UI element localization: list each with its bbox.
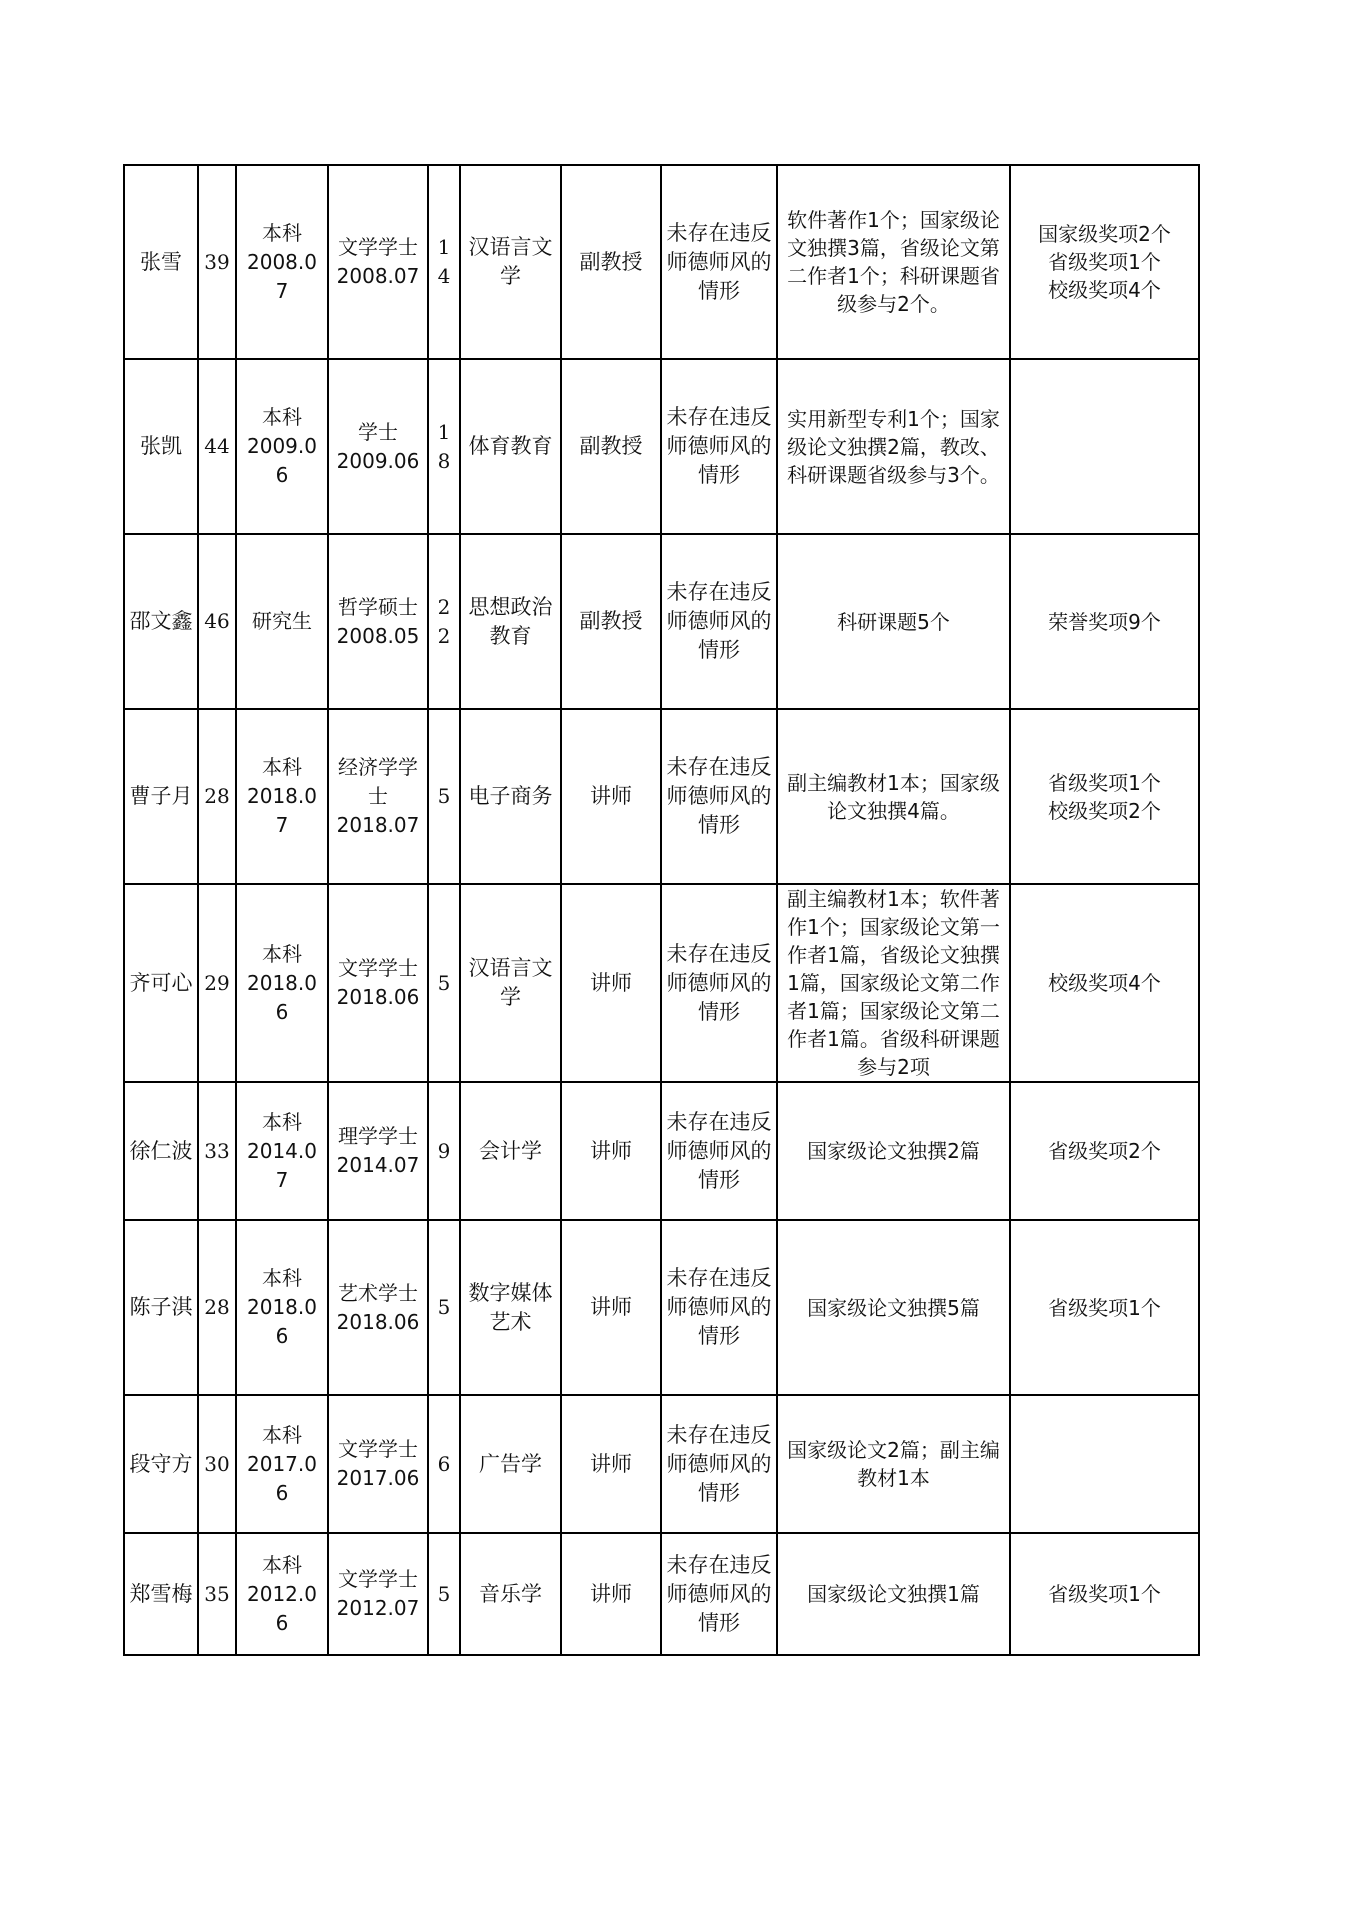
major-name: 广告学 (479, 1451, 542, 1476)
award-item: 省级奖项1个 (1048, 1295, 1161, 1320)
staff-table-body (124, 165, 1199, 1655)
achievements-cell (777, 1533, 1010, 1655)
table-row (124, 1220, 1199, 1395)
teaching-years: 5 (437, 970, 451, 995)
achievements-cell (777, 165, 1010, 359)
education-cell (236, 534, 328, 709)
teacher-name: 段守方 (129, 1451, 193, 1476)
teacher-name: 徐仁波 (129, 1138, 193, 1163)
education-level: 本科 (262, 1422, 302, 1447)
education-level: 本科 (262, 941, 302, 966)
professional-title: 讲师 (590, 1295, 632, 1319)
table-row (124, 1533, 1199, 1655)
education-date: 2012.06 (247, 1581, 317, 1635)
awards-cell (1010, 1082, 1199, 1220)
achievements-cell (777, 1220, 1010, 1395)
degree-cell (328, 1220, 428, 1395)
age-value: 30 (204, 1451, 230, 1476)
ethics-cell (661, 165, 777, 359)
major-cell (460, 1533, 561, 1655)
achievements-text: 国家级论文独撰5篇 (807, 1295, 980, 1320)
ethics-cell (661, 709, 777, 884)
awards-cell (1010, 359, 1199, 534)
education-date: 2009.06 (247, 434, 317, 487)
ethics-statement: 未存在违反师德师风的情形 (666, 405, 772, 487)
years-cell (428, 359, 460, 534)
award-item: 国家级奖项2个 (1038, 222, 1171, 246)
major-cell (460, 534, 561, 709)
major-name: 会计学 (479, 1138, 542, 1163)
degree-date: 2018.07 (336, 813, 420, 837)
degree-cell (328, 1533, 428, 1655)
ethics-cell (661, 1082, 777, 1220)
degree-name: 理学学士 (338, 1124, 418, 1148)
degree-date: 2008.05 (336, 623, 420, 648)
ethics-cell (661, 1220, 777, 1395)
age-value: 33 (204, 1138, 230, 1163)
age-cell (198, 359, 236, 534)
achievements-cell (777, 534, 1010, 709)
degree-name: 学士 (358, 419, 398, 444)
education-level: 本科 (262, 220, 302, 245)
degree-name: 艺术学士 (338, 1280, 418, 1305)
achievements-cell (777, 1395, 1010, 1533)
age-value: 44 (204, 434, 230, 458)
teaching-years: 5 (437, 1295, 451, 1319)
degree-name: 哲学硕士 (338, 594, 418, 619)
age-cell (198, 1533, 236, 1655)
education-level: 本科 (262, 1266, 302, 1290)
major-name: 汉语言文学 (468, 956, 553, 1009)
age-cell (198, 165, 236, 359)
years-cell (428, 1395, 460, 1533)
teacher-name: 郑雪梅 (129, 1581, 193, 1606)
age-value: 39 (204, 249, 230, 274)
education-level: 本科 (262, 1109, 302, 1134)
degree-name: 文学学士 (338, 1437, 418, 1461)
name-cell (124, 1082, 198, 1220)
award-item: 省级奖项1个 (1048, 1582, 1161, 1606)
achievements-text: 国家级论文独撰2篇 (807, 1139, 980, 1163)
table-row (124, 534, 1199, 709)
degree-date: 2018.06 (336, 1309, 420, 1334)
education-level: 研究生 (252, 609, 312, 633)
title-cell (561, 884, 661, 1082)
education-date: 2008.07 (247, 249, 317, 303)
achievements-text: 副主编教材1本；软件著作1个；国家级论文第一作者1篇，省级论文独撰1篇，国家级论文第二作者1篇；国家级论文第二作者1篇。省级科研课题参与2项 (787, 887, 1000, 1079)
age-value: 28 (204, 1295, 230, 1319)
major-cell (460, 165, 561, 359)
ethics-statement: 未存在违反师德师风的情形 (666, 941, 772, 1024)
years-cell (428, 534, 460, 709)
professional-title: 讲师 (590, 1581, 632, 1606)
award-item: 省级奖项1个 (1048, 250, 1161, 274)
achievements-cell (777, 709, 1010, 884)
degree-date: 2018.06 (336, 985, 420, 1009)
achievements-cell (777, 1082, 1010, 1220)
education-cell (236, 1220, 328, 1395)
professional-title: 讲师 (590, 1138, 632, 1163)
title-cell (561, 359, 661, 534)
teacher-name: 邵文鑫 (129, 609, 193, 633)
title-cell (561, 534, 661, 709)
degree-date: 2009.06 (336, 448, 420, 473)
degree-cell (328, 709, 428, 884)
degree-cell (328, 359, 428, 534)
major-cell (460, 884, 561, 1082)
achievements-text: 副主编教材1本；国家级论文独撰4篇。 (787, 770, 1000, 823)
age-cell (198, 534, 236, 709)
age-cell (198, 1082, 236, 1220)
age-cell (198, 1395, 236, 1533)
education-level: 本科 (262, 755, 302, 779)
ethics-cell (661, 1533, 777, 1655)
ethics-cell (661, 884, 777, 1082)
degree-date: 2008.07 (336, 264, 420, 288)
table-row (124, 709, 1199, 884)
education-cell (236, 1395, 328, 1533)
education-cell (236, 1082, 328, 1220)
ethics-statement: 未存在违反师德师风的情形 (666, 1552, 772, 1635)
achievements-text: 国家级论文独撰1篇 (807, 1582, 980, 1606)
education-cell (236, 884, 328, 1082)
years-cell (428, 709, 460, 884)
years-cell (428, 1082, 460, 1220)
major-name: 体育教育 (468, 434, 553, 458)
teacher-name: 曹子月 (129, 784, 193, 808)
staff-table (123, 164, 1200, 1656)
teacher-name: 陈子淇 (129, 1295, 193, 1319)
title-cell (561, 1220, 661, 1395)
teaching-years: 22 (437, 594, 451, 648)
teaching-years: 14 (437, 235, 451, 288)
title-cell (561, 1395, 661, 1533)
age-value: 46 (204, 609, 230, 633)
education-date: 2018.06 (247, 1295, 317, 1348)
ethics-statement: 未存在违反师德师风的情形 (666, 220, 772, 303)
education-date: 2014.07 (247, 1138, 317, 1192)
table-row (124, 1082, 1199, 1220)
ethics-statement: 未存在违反师德师风的情形 (666, 1266, 772, 1348)
ethics-statement: 未存在违反师德师风的情形 (666, 580, 772, 662)
name-cell (124, 534, 198, 709)
title-cell (561, 165, 661, 359)
name-cell (124, 1395, 198, 1533)
ethics-statement: 未存在违反师德师风的情形 (666, 755, 772, 837)
achievements-text: 国家级论文2篇；副主编教材1本 (787, 1438, 1000, 1490)
years-cell (428, 1533, 460, 1655)
award-item: 校级奖项4个 (1048, 971, 1161, 995)
degree-name: 文学学士 (338, 235, 418, 259)
award-item: 省级奖项2个 (1048, 1139, 1161, 1163)
teaching-years: 18 (437, 419, 451, 473)
table-row (124, 165, 1199, 359)
awards-cell (1010, 1533, 1199, 1655)
major-name: 思想政治教育 (468, 594, 553, 648)
award-item: 荣誉奖项9个 (1048, 609, 1161, 634)
education-date: 2018.06 (247, 970, 317, 1024)
name-cell (124, 359, 198, 534)
award-item: 省级奖项1个 (1048, 770, 1161, 795)
degree-cell (328, 534, 428, 709)
degree-cell (328, 1395, 428, 1533)
achievements-cell (777, 359, 1010, 534)
age-value: 29 (204, 970, 230, 995)
major-name: 数字媒体艺术 (468, 1280, 553, 1334)
ethics-cell (661, 359, 777, 534)
teaching-years: 9 (437, 1138, 451, 1163)
education-cell (236, 1533, 328, 1655)
table-row (124, 359, 1199, 534)
years-cell (428, 1220, 460, 1395)
awards-cell (1010, 884, 1199, 1082)
ethics-cell (661, 534, 777, 709)
table-row (124, 1395, 1199, 1533)
professional-title: 副教授 (579, 249, 643, 274)
awards-cell (1010, 165, 1199, 359)
age-cell (198, 884, 236, 1082)
title-cell (561, 1533, 661, 1655)
name-cell (124, 1533, 198, 1655)
table-row (124, 884, 1199, 1082)
major-cell (460, 709, 561, 884)
ethics-statement: 未存在违反师德师风的情形 (666, 1422, 772, 1505)
ethics-statement: 未存在违反师德师风的情形 (666, 1109, 772, 1192)
major-name: 电子商务 (468, 784, 553, 808)
major-cell (460, 1395, 561, 1533)
name-cell (124, 884, 198, 1082)
achievements-text: 软件著作1个；国家级论文独撰3篇，省级论文第二作者1个；科研课题省级参与2个。 (787, 208, 1000, 316)
education-level: 本科 (262, 405, 302, 429)
name-cell (124, 1220, 198, 1395)
degree-cell (328, 884, 428, 1082)
education-cell (236, 165, 328, 359)
professional-title: 副教授 (579, 434, 643, 458)
major-cell (460, 359, 561, 534)
degree-name: 文学学士 (338, 1567, 418, 1591)
age-value: 35 (204, 1581, 230, 1606)
professional-title: 副教授 (579, 609, 643, 633)
teaching-years: 5 (437, 784, 451, 808)
years-cell (428, 165, 460, 359)
degree-date: 2017.06 (336, 1466, 420, 1490)
teaching-years: 5 (437, 1581, 451, 1606)
degree-cell (328, 1082, 428, 1220)
ethics-cell (661, 1395, 777, 1533)
award-item: 校级奖项2个 (1048, 798, 1161, 823)
major-name: 汉语言文学 (468, 235, 553, 288)
major-name: 音乐学 (479, 1581, 542, 1606)
awards-cell (1010, 709, 1199, 884)
title-cell (561, 1082, 661, 1220)
major-cell (460, 1220, 561, 1395)
achievements-cell (777, 884, 1010, 1082)
education-date: 2017.06 (247, 1451, 317, 1505)
name-cell (124, 709, 198, 884)
professional-title: 讲师 (590, 1451, 632, 1476)
teaching-years: 6 (437, 1451, 451, 1476)
degree-date: 2014.07 (336, 1153, 420, 1177)
awards-cell (1010, 534, 1199, 709)
professional-title: 讲师 (590, 784, 632, 808)
title-cell (561, 709, 661, 884)
teacher-name: 张雪 (140, 249, 182, 274)
degree-cell (328, 165, 428, 359)
age-cell (198, 709, 236, 884)
teacher-name: 齐可心 (129, 970, 193, 995)
degree-name: 经济学学士 (338, 755, 418, 808)
age-value: 28 (204, 784, 230, 808)
teacher-name: 张凯 (140, 434, 182, 458)
degree-date: 2012.07 (336, 1596, 420, 1620)
education-level: 本科 (262, 1552, 302, 1577)
years-cell (428, 884, 460, 1082)
awards-cell (1010, 1395, 1199, 1533)
name-cell (124, 165, 198, 359)
education-date: 2018.07 (247, 784, 317, 837)
professional-title: 讲师 (590, 970, 632, 995)
award-item: 校级奖项4个 (1048, 278, 1161, 302)
awards-cell (1010, 1220, 1199, 1395)
education-cell (236, 709, 328, 884)
age-cell (198, 1220, 236, 1395)
achievements-text: 实用新型专利1个；国家级论文独撰2篇，教改、科研课题省级参与3个。 (787, 406, 1000, 487)
achievements-text: 科研课题5个 (837, 609, 950, 634)
degree-name: 文学学士 (338, 956, 418, 980)
major-cell (460, 1082, 561, 1220)
education-cell (236, 359, 328, 534)
